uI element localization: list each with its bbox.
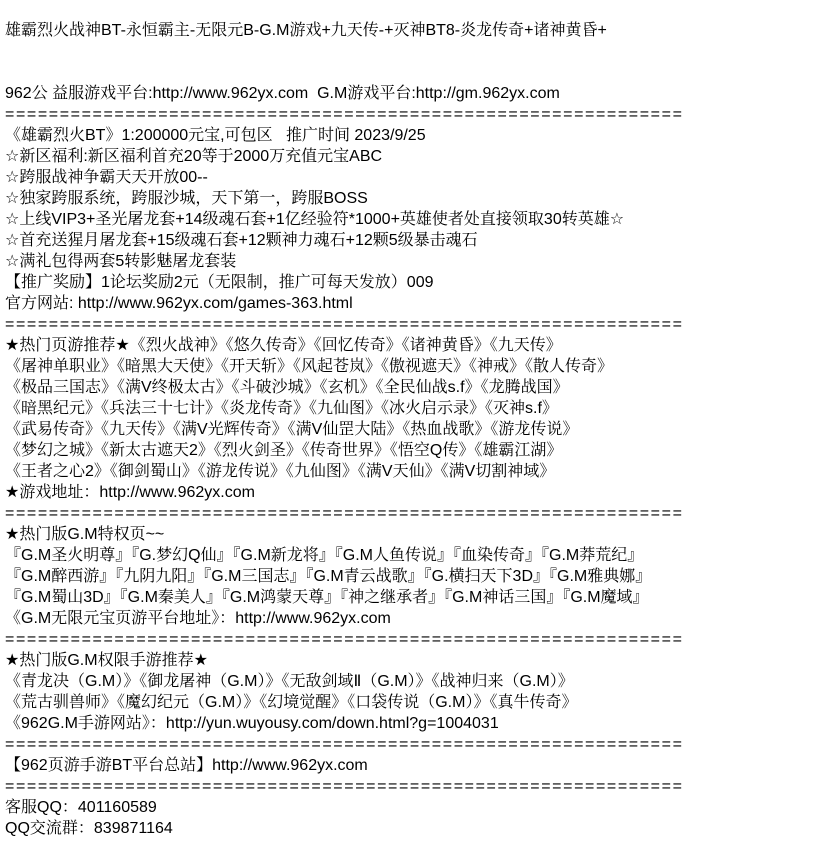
promo-feature: ☆首充送猩月屠龙套+15级魂石套+12颗神力魂石+12颗5级暴击魂石 [5, 232, 478, 249]
separator: ============================================================== [5, 316, 684, 333]
promo-feature: ☆新区福利:新区福利首充20等于2000万充值元宝ABC [5, 148, 383, 165]
webgame-list-line: 《暗黑纪元》《兵法三十七计》《炎龙传奇》《九仙图》《冰火启示录》《灭神s.f》 [5, 400, 558, 417]
gm-page-heading: ★热门版G.M特权页~~ [5, 526, 165, 543]
gm-page-address-line: 《G.M无限元宝页游平台地址》：http://www.962yx.com [5, 610, 391, 627]
gm-page-list-line: 『G.M醉西游』『九阴九阳』『G.M三国志』『G.M青云战歌』『G.横扫天下3D』『G.M雅典娜』 [5, 568, 652, 585]
promo-feature: ☆满礼包得两套5转影魅屠龙套装 [5, 253, 237, 270]
gm-mobile-heading: ★热门版G.M权限手游推荐★ [5, 652, 208, 669]
service-qq-line: 客服QQ：401160589 [5, 799, 157, 816]
promo-feature: ☆上线VIP3+圣光屠龙套+14级魂石套+1亿经验符*1000+英雄使者处直接领取30转英雄☆ [5, 211, 625, 228]
promo-headline: 《雄霸烈火BT》1:200000元宝,可包区 推广时间 2023/9/25 [5, 127, 426, 144]
game-address-line: ★游戏地址：http://www.962yx.com [5, 484, 255, 501]
page-title: 雄霸烈火战神BT-永恒霸主-无限元B-G.M游戏+九天传-+灭神BT8-炎龙传奇+诸神黄昏+ [5, 22, 607, 39]
gm-mobile-list-line: 《青龙决（G.M）》《御龙屠神（G.M）》《无敌剑域Ⅱ（G.M）》《战神归来（G.M）》 [5, 673, 574, 690]
webgame-list-line: 《武易传奇》《九天传》《满V光辉传奇》《满V仙罡大陆》《热血战歌》《游龙传说》 [5, 421, 579, 438]
webgame-list-line: 《梦幻之城》《新太古遮天2》《烈火剑圣》《传奇世界》《悟空Q传》《雄霸江湖》 [5, 442, 563, 459]
gm-page-list-line: 『G.M圣火明尊』『G.梦幻Q仙』『G.M新龙将』『G.M人鱼传说』『血染传奇』『G.M莽荒纪』 [5, 547, 644, 564]
blank-line [5, 62, 810, 83]
separator: ============================================================== [5, 505, 684, 522]
promo-feature: ☆独家跨服系统，跨服沙城，天下第一，跨服BOSS [5, 190, 368, 207]
separator: ============================================================== [5, 106, 684, 123]
official-site-line: 官方网站: http://www.962yx.com/games-363.html [5, 295, 353, 312]
webgame-list-line: 《极品三国志》《满V终极太古》《斗破沙城》《玄机》《全民仙战s.f》《龙腾战国》 [5, 379, 569, 396]
blank-line [5, 41, 810, 62]
separator: ============================================================== [5, 631, 684, 648]
separator: ============================================================== [5, 778, 684, 795]
promo-reward-line: 【推广奖励】1论坛奖励2元（无限制，推广可每天发放）009 [5, 274, 434, 291]
gm-page-list-line: 『G.M蜀山3D』『G.M秦美人』『G.M鸿蒙天尊』『神之继承者』『G.M神话三国』『G.M魔域』 [5, 589, 649, 606]
gm-mobile-list-line: 《荒古驯兽师》《魔幻纪元（G.M）》《幻境觉醒》《口袋传说（G.M）》《真牛传奇》 [5, 694, 578, 711]
platform-info-line: 962公 益服游戏平台:http://www.962yx.com G.M游戏平台:http://gm.962yx.com [5, 85, 560, 102]
promo-feature: ☆跨服战神争霸天天开放00-- [5, 169, 208, 186]
webgame-list-line: 《屠神单职业》《暗黑大天使》《开天斩》《风起苍岚》《傲视遮天》《神戒》《散人传奇》 [5, 358, 614, 375]
gm-mobile-site-line: 《962G.M手游网站》：http://yun.wuyousy.com/down.html?g=1004031 [5, 715, 499, 732]
qq-group-line: QQ交流群：839871164 [5, 820, 173, 837]
portal-site-line: 【962页游手游BT平台总站】http://www.962yx.com [5, 757, 368, 774]
webgame-list-line: ★热门页游推荐★《烈火战神》《悠久传奇》《回忆传奇》《诸神黄昏》《九天传》 [5, 337, 562, 354]
webgame-list-line: 《王者之心2》《御剑蜀山》《游龙传说》《九仙图》《满V天仙》《满V切割神域》 [5, 463, 556, 480]
separator: ============================================================== [5, 736, 684, 753]
